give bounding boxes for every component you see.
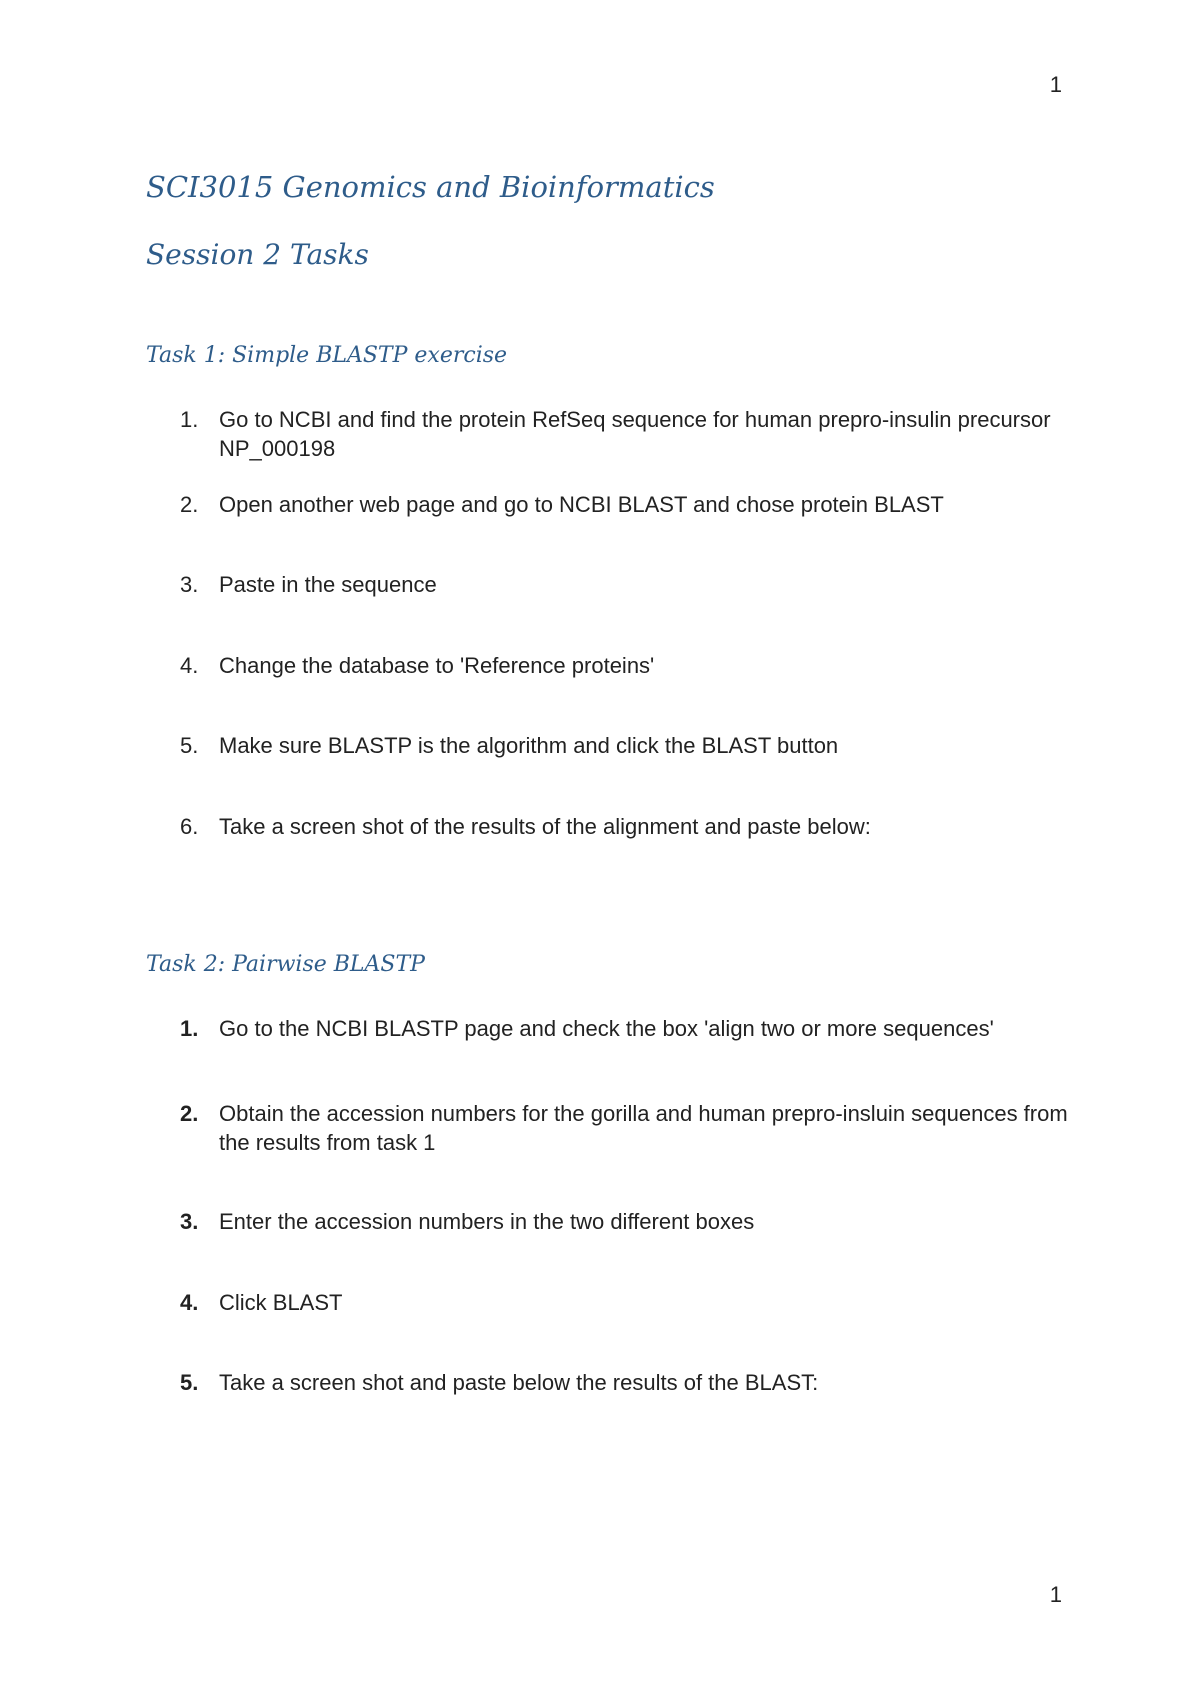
task1-item-text: Change the database to 'Reference proteins'	[219, 653, 655, 678]
task2-item-text: Enter the accession numbers in the two different boxes	[219, 1209, 755, 1234]
task1-item-text: Open another web page and go to NCBI BLAST and chose protein BLAST	[219, 492, 944, 517]
document-subtitle: Session 2 Tasks	[146, 238, 369, 271]
task1-item-number: 5.	[180, 733, 199, 758]
task1-item-number: 4.	[180, 653, 199, 678]
task1-item-number: 2.	[180, 492, 199, 517]
task2-item-text: Obtain the accession numbers for the gorilla and human prepro-insluin sequences from the results from task 1	[219, 1101, 1068, 1155]
task1-item-text: Paste in the sequence	[219, 572, 437, 597]
task2-item-number: 3.	[180, 1209, 199, 1234]
task2-item-text: Click BLAST	[219, 1290, 343, 1315]
task2-item-number: 4.	[180, 1290, 199, 1315]
page-number-top: 1	[1049, 72, 1062, 97]
task1-item-text: Make sure BLASTP is the algorithm and click the BLAST button	[219, 733, 839, 758]
page-number-bottom: 1	[1049, 1582, 1062, 1607]
task2-item-text: Take a screen shot and paste below the results of the BLAST:	[219, 1370, 819, 1395]
task1-item-text: Take a screen shot of the results of the alignment and paste below:	[219, 814, 871, 839]
document-title: SCI3015 Genomics and Bioinformatics	[146, 170, 715, 204]
task1-item-text: Go to NCBI and find the protein RefSeq sequence for human prepro-insulin precursor NP_000198	[219, 407, 1051, 461]
task1-item-number: 3.	[180, 572, 199, 597]
task2-heading: Task 2: Pairwise BLASTP	[146, 952, 425, 977]
task2-item-text: Go to the NCBI BLASTP page and check the box 'align two or more sequences'	[219, 1016, 994, 1041]
task1-heading: Task 1: Simple BLASTP exercise	[146, 343, 508, 368]
task2-item-number: 2.	[180, 1101, 199, 1126]
task2-item-number: 1.	[180, 1016, 199, 1041]
task1-item-number: 6.	[180, 814, 199, 839]
task2-item-number: 5.	[180, 1370, 199, 1395]
task1-item-number: 1.	[180, 407, 199, 432]
